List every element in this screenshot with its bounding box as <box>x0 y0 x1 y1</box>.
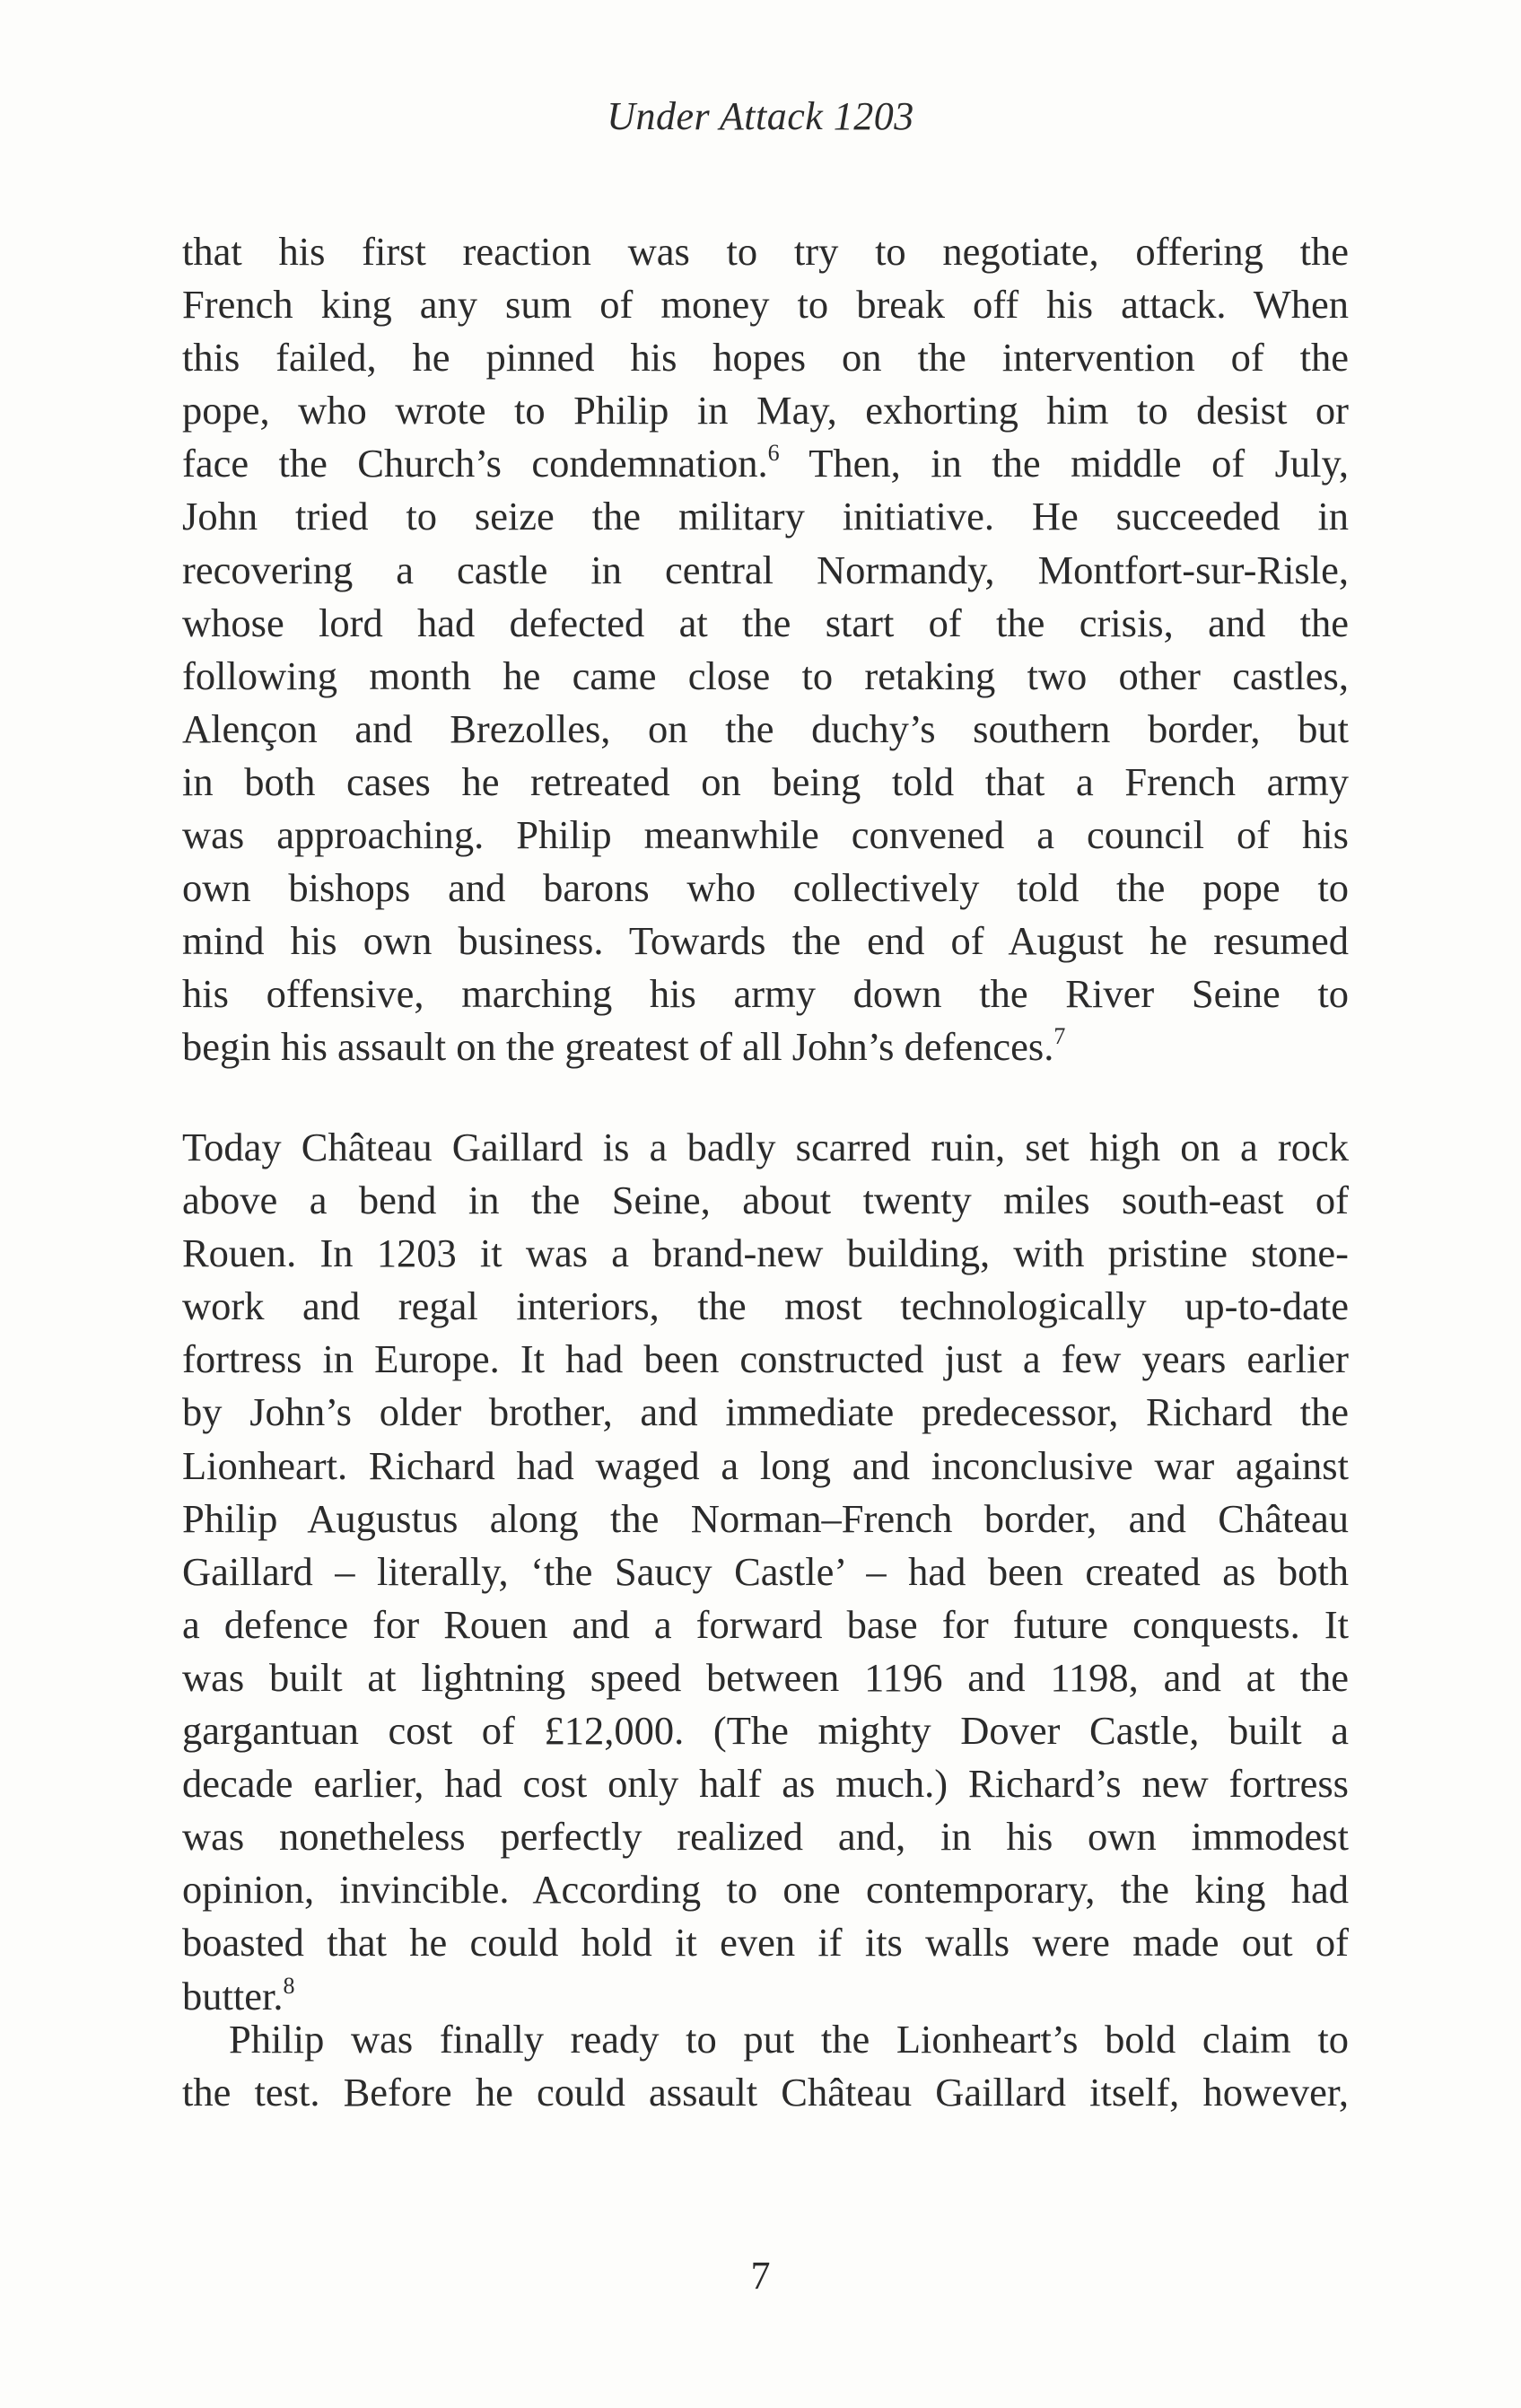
text-line: by John’s older brother, and immediate predecessor, Richard the <box>182 1389 1349 1435</box>
footnote-marker: 6 <box>767 440 780 467</box>
text-line: opinion, invincible. According to one contemporary, the king had <box>182 1867 1349 1913</box>
text-line: mind his own business. Towards the end of August he resumed <box>182 918 1349 964</box>
footnote-marker: 7 <box>1053 1023 1066 1050</box>
text-line: work and regal interiors, the most technologically up-to-date <box>182 1283 1349 1329</box>
text-line <box>182 1020 1349 1073</box>
text-line: the test. Before he could assault Château Gaillard itself, however, <box>182 2070 1349 2115</box>
footnote-marker: 8 <box>283 1972 295 1999</box>
text-line: above a bend in the Seine, about twenty miles south-east of <box>182 1178 1349 1223</box>
paragraph-2 <box>182 1121 1349 2023</box>
text-line: recovering a castle in central Normandy, Montfort-sur-Risle, <box>182 547 1349 592</box>
text-line: his offensive, marching his army down the River Seine to <box>182 971 1349 1017</box>
text-line: Philip Augustus along the Norman–French border, and Château <box>182 1495 1349 1541</box>
text-line: that his first reaction was to try to negotiate, offering the <box>182 229 1349 274</box>
text-segment: begin his assault on the greatest of all John’s defences. <box>182 1024 1054 1070</box>
page-number: 7 <box>750 2254 771 2298</box>
text-line: was built at lightning speed between 1196 and 1198, and at the <box>182 1654 1349 1700</box>
text-line: French king any sum of money to break off his attack. When <box>182 282 1349 328</box>
text-line: this failed, he pinned his hopes on the intervention of the <box>182 335 1349 381</box>
text-line: following month he came close to retaking two other castles, <box>182 652 1349 698</box>
text-line: was nonetheless perfectly realized and, in his own immodest <box>182 1814 1349 1860</box>
text-line <box>182 437 1349 490</box>
text-line: Lionheart. Richard had waged a long and inconclusive war against <box>182 1442 1349 1488</box>
text-line: in both cases he retreated on being told that a French army <box>182 758 1349 804</box>
text-line: pope, who wrote to Philip in May, exhorting him to desist or <box>182 388 1349 433</box>
text-line: gargantuan cost of £12,000. (The mighty Dover Castle, built a <box>182 1708 1349 1754</box>
text-line: Alençon and Brezolles, on the duchy’s southern border, but <box>182 705 1349 751</box>
text-line: John tried to seize the military initiative. He succeeded in <box>182 494 1349 539</box>
text-line: boasted that he could hold it even if its walls were made out of <box>182 1920 1349 1966</box>
text-line: a defence for Rouen and a forward base for future conquests. It <box>182 1601 1349 1647</box>
text-line: was approaching. Philip meanwhile convened a council of his <box>182 812 1349 858</box>
text-line: Philip was finally ready to put the Lionheart’s bold claim to <box>229 2017 1349 2062</box>
text-line: Gaillard – literally, ‘the Saucy Castle’ – had been created as both <box>182 1548 1349 1594</box>
running-head: Under Attack 1203 <box>607 94 914 138</box>
paragraph-1 <box>182 225 1349 1074</box>
text-line: Rouen. In 1203 it was a brand-new building, with pristine stone- <box>182 1230 1349 1276</box>
text-line: own bishops and barons who collectively told the pope to <box>182 865 1349 911</box>
paragraph-3 <box>182 2013 1349 2119</box>
text-segment: face the Church’s condemnation. <box>182 441 768 486</box>
text-line: fortress in Europe. It had been constructed just a few years earlier <box>182 1336 1349 1382</box>
text-segment: Then, in the middle of July, <box>809 441 1349 486</box>
text-line: Today Château Gaillard is a badly scarred ruin, set high on a rock <box>182 1125 1349 1169</box>
text-segment: butter. <box>182 1973 284 2018</box>
text-line: whose lord had defected at the start of the crisis, and the <box>182 600 1349 645</box>
text-line: decade earlier, had cost only half as much.) Richard’s new fortress <box>182 1761 1349 1807</box>
